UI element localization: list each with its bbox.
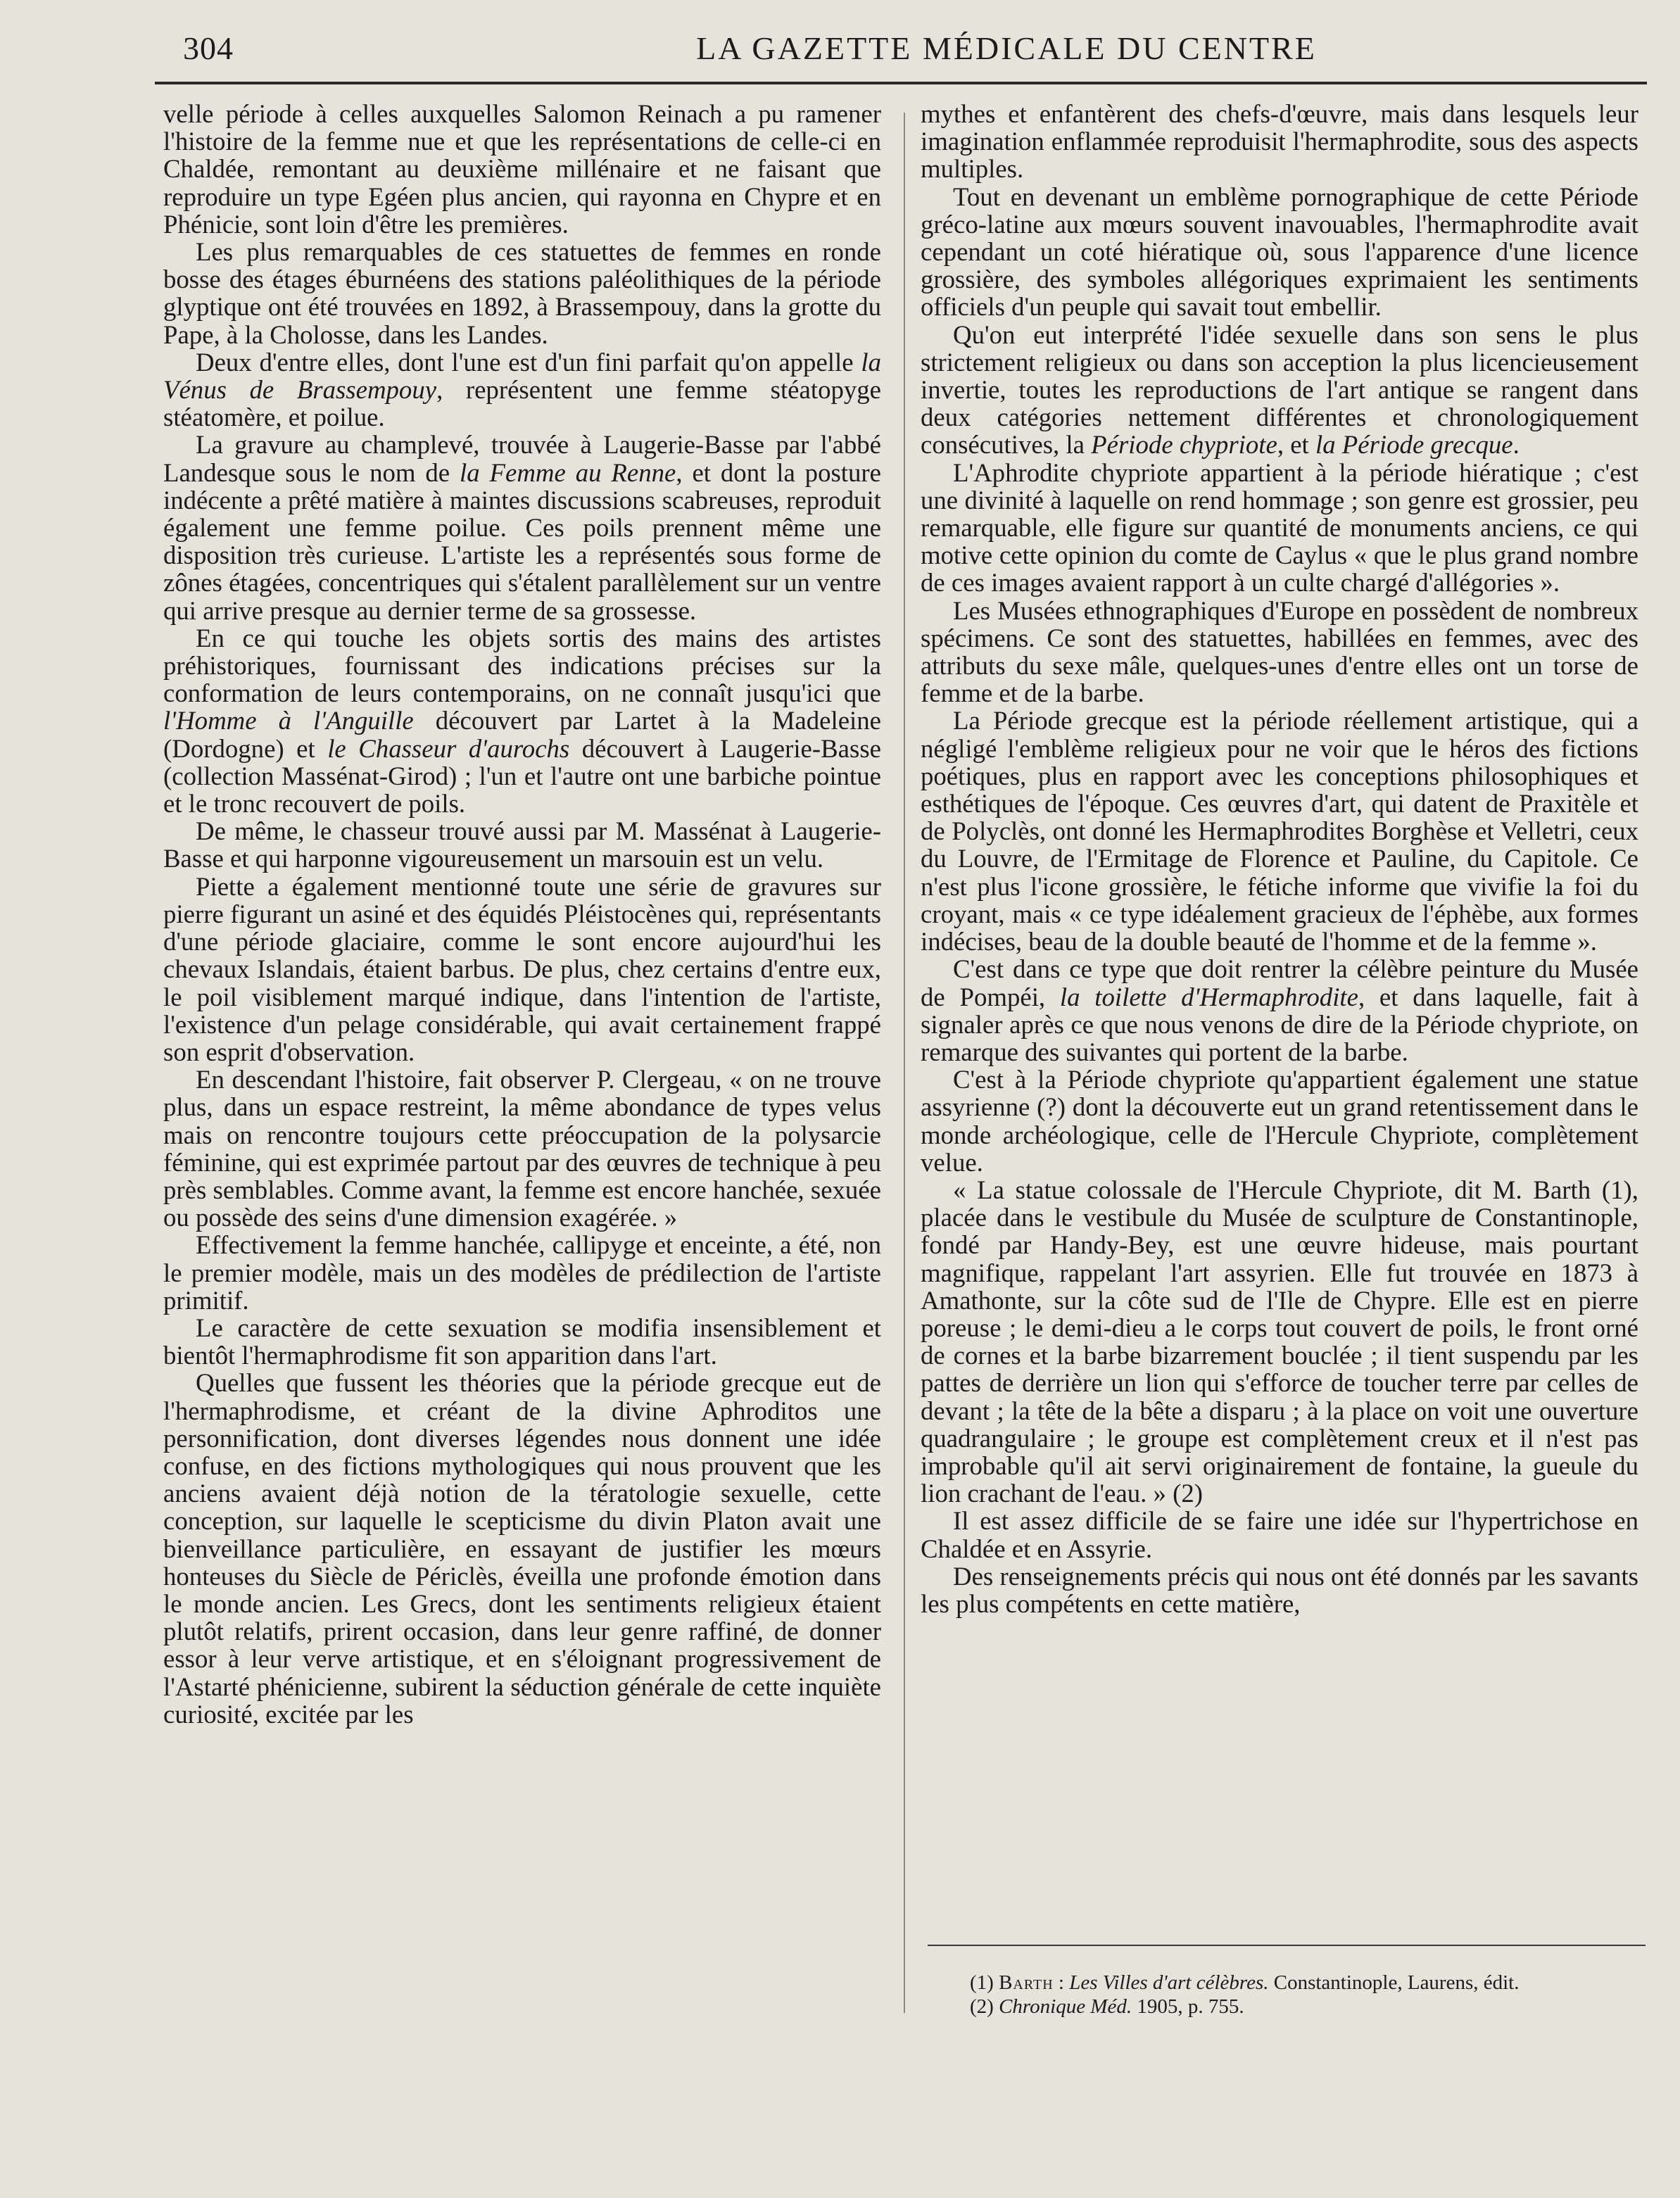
italic-title: la Femme au Renne [460,457,676,487]
footnotes [970,1971,1646,2019]
paragraph: C'est à la Période chypriote qu'appartient également une statue assyrienne (?) dont la découverte eut un grand retentissement dans le monde archéologique, celle de l'Hercule Chypriote, complètement velue. [921,1065,1638,1177]
text-run: , et [1277,430,1315,460]
paragraph: mythes et enfantèrent des chefs-d'œuvre, mais dans lesquels leur imagination enflammée reproduisit l'hermaphrodite, sous des aspects multiples. [921,100,1638,184]
paragraph: velle période à celles auxquelles Salomon Reinach a pu ramener l'histoire de la femme nue et que les représentations de celle-ci en Chaldée, remontant au deuxième millénaire et ne faisant que reproduire un type Egéen plus ancien, qui rayonna en Chypre et en Phénicie, sont loin d'être les premières. [163,100,881,239]
text-run: En ce qui touche les objets sortis des mains des artistes préhistoriques, fournissant des indications précises sur la conformation de leurs contemporains, on ne connaît jusqu'ici que [163,623,881,708]
text-run: découvert par Lartet à la Madeleine (Dordogne) et [163,706,881,763]
paragraph [921,955,1638,1066]
paragraph: En descendant l'histoire, fait observer P. Clergeau, « on ne trouve plus, dans un espace restreint, la même abondance de types velus mais on rencontre toujours cette préoccupation de la polysarcie féminine, qui est exprimée partout par des œuvres de technique à peu près semblables. Comme avant, la femme est encore hanchée, sexuée ou possède des seins d'une dimension exagérée. » [163,1065,881,1232]
text-run: C'est dans ce type que doit rentrer la célèbre peinture du Musée de Pompéi, [921,954,1638,1011]
italic-title: la Vénus de Brassempouy [163,347,881,405]
text-run: : [1053,1971,1070,1994]
left-column [163,100,881,2042]
text-run: Deux d'entre elles, dont l'une est d'un fini parfait qu'on appelle [196,347,861,377]
text-run: , représentent une femme stéatopyge stéatomère, et poilue. [163,375,881,432]
paragraph: Les plus remarquables de ces statuettes de femmes en ronde bosse des étages éburnéens des stations paléolithiques de la période glyptique ont été trouvées en 1892, à Brassempouy, dans la grotte du Pape, à la Cholosse, dans les Landes. [163,237,881,349]
italic-title: la Période grecque [1315,430,1513,460]
italic-title: Période chypriote [1091,430,1277,460]
column-divider [904,113,905,2013]
italic-title: le Chasseur d'aurochs [327,733,570,763]
right-column [921,100,1638,2042]
running-title: LA GAZETTE MÉDICALE DU CENTRE [696,30,1317,66]
text-run: découvert à Laugerie-Basse (collection Massénat-Girod) ; l'un et l'autre ont une barbiche pointue et le tronc recouvert de poils. [163,733,881,819]
paragraph: De même, le chasseur trouvé aussi par M. Massénat à Laugerie-Basse et qui harponne vigoureusement un marsouin est un velu. [163,816,881,873]
paragraph: Les Musées ethnographiques d'Europe en possèdent de nombreux spécimens. Ce sont des statuettes, habillées en femmes, avec des attributs du sexe mâle, quelques-unes d'entre elles ont un torse de femme et de la barbe. [921,595,1638,708]
paragraph: La Période grecque est la période réellement artistique, qui a négligé l'emblème religieux pour ne voir que le héros des fictions poétiques, plus en rapport avec les conceptions philosophiques et esthétiques de l'époque. Ces œuvres d'art, qui datent de Praxitèle et de Polyclès, ont donné les Hermaphrodites Borghèse et Velletri, ceux du Louvre, de l'Ermitage de Florence et Pauline, du Capitole. Ce n'est plus l'icone grossière, le fétiche informe que vivifie la foi du croyant, mais « ce type idéalement gracieux de l'éphèbe, aux formes indécises, beau de la double beauté de l'homme et de la femme ». [921,706,1638,956]
text-run: , et dont la posture indécente a prêté matière à maintes discussions scabreuses, reproduit également une femme poilue. Ces poils prennent même une disposition très curieuse. L'artiste les a représentés sous forme de zônes étagées, concentriques qui s'étalent parallèlement sur un ventre qui arrive presque au dernier terme de sa grossesse. [163,457,881,625]
text-run: Qu'on eut interprété l'idée sexuelle dans son sens le plus strictement religieux ou dans son acception la plus licencieusement invertie, toutes les reproductions de l'art antique se rangent dans deux catégories nettement différentes et chronologiquement consécutives, la [921,320,1638,460]
footnote-title: Chronique Méd. [999,1995,1132,2018]
italic-title: la toilette d'Hermaphrodite [1059,982,1358,1011]
footnote-number: (1) [970,1971,999,1994]
footnote-author: Barth [999,1971,1054,1994]
footnote-number: (2) [970,1995,999,2018]
paragraph: Piette a également mentionné toute une série de gravures sur pierre figurant un asiné et des équidés Pléistocènes qui, représentants d'une période glaciaire, comme le sont encore aujourd'hui les chevaux Islandais, étaient barbus. De plus, chez certains d'entre eux, le poil visiblement marqué indique, dans l'intention de l'artiste, l'existence d'un pelage considérable, qui avait certainement frappé son esprit d'observation. [163,871,881,1066]
paragraph [163,624,881,817]
text-run: 1905, p. 755. [1132,1995,1244,2018]
text-run: , et dans laquelle, fait à signaler après ce que nous venons de dire de la Période chypriote, on remarque des suivantes qui portent de la barbe. [921,982,1638,1066]
paragraph: Quelles que fussent les théories que la période grecque eut de l'hermaphrodisme, et créant de la divine Aphroditos une personnification, dont diverses légendes nous donnent une idée confuse, en des fictions mythologiques qui nous prouvent que les anciens avaient déjà notion de la tératologie sexuelle, cette conception, sur laquelle le scepticisme du divin Platon avait une bienveillance particulière, en essayant de justifier les mœurs honteuses du Siècle de Périclès, éveilla une profonde émotion dans le monde ancien. Les Grecs, dont les sentiments religieux étaient plutôt relatifs, prirent occasion, dans leur genre raffiné, de donner essor à leur verve artistique, et en s'éloignant progressivement de l'Astarté phénicienne, subirent la séduction générale de cette inquiète curiosité, excitée par les [163,1368,881,1729]
text-run: . [1512,430,1520,460]
paragraph: Des renseignements précis qui nous ont été donnés par les savants les plus compétents en cette matière, [921,1561,1638,1618]
footnote-rule [928,1945,1646,1946]
page-number: 304 [183,30,234,66]
page-header [183,30,1633,72]
paragraph [921,321,1638,459]
paragraph: L'Aphrodite chypriote appartient à la période hiératique ; c'est une divinité à laquelle on rend hommage ; son genre est grossier, peu remarquable, elle figure sur quantité de monuments anciens, ce qui motive cette opinion du comte de Caylus « que le plus grand nombre de ces images avaient rapport à un culte chargé d'allégories ». [921,457,1638,598]
footnote-1 [970,1971,1646,1995]
footnote-title: Les Villes d'art célèbres. [1069,1971,1269,1994]
paragraph: Tout en devenant un emblème pornographique de cette Période gréco-latine aux mœurs souvent inavouables, l'hermaphrodite avait cependant un coté hiératique où, sous l'apparence d'une licence grossière, des symboles allégoriques exprimaient les sentiments officiels d'un peuple qui savait tout embellir. [921,182,1638,322]
paragraph: Effectivement la femme hanchée, callipyge et enceinte, a été, non le premier modèle, mais un des modèles de prédilection de l'artiste primitif. [163,1230,881,1315]
text-run: La gravure au champlevé, trouvée à Laugerie-Basse par l'abbé Landesque sous le nom de [163,430,881,487]
italic-title: l'Homme à l'Anguille [163,706,414,735]
text-run: Constantinople, Laurens, édit. [1268,1971,1520,1994]
paragraph: « La statue colossale de l'Hercule Chypriote, dit M. Barth (1), placée dans le vestibule du Musée de sculpture de Constantinople, fondé par Handy-Bey, est une œuvre hideuse, mais pourtant magnifique, rappelant l'art assyrien. Elle fut trouvée en 1873 à Amathonte, sur la côte sud de l'Ile de Chypre. Elle est en pierre poreuse ; le demi-dieu a le corps tout couvert de poils, le front orné de cornes et la barbe bizarrement bouclée ; il tient suspendu par les pattes de derrière un lion qui s'efforce de toucher terre par celles de devant ; la tête de la bête a disparu ; à la place on voit une ouverture quadrangulaire ; le groupe est complètement creux et il n'est pas improbable qu'il ait servi originairement de fontaine, la gueule du lion crachant de l'eau. » (2) [921,1175,1638,1508]
footnote-2 [970,1995,1646,2019]
paragraph [163,431,881,624]
header-rule [155,82,1647,84]
paragraph: Le caractère de cette sexuation se modifia insensiblement et bientôt l'hermaphrodisme fit son apparition dans l'art. [163,1313,881,1370]
paragraph [163,348,881,431]
paragraph: Il est assez difficile de se faire une idée sur l'hypertrichose en Chaldée et en Assyrie. [921,1506,1638,1563]
